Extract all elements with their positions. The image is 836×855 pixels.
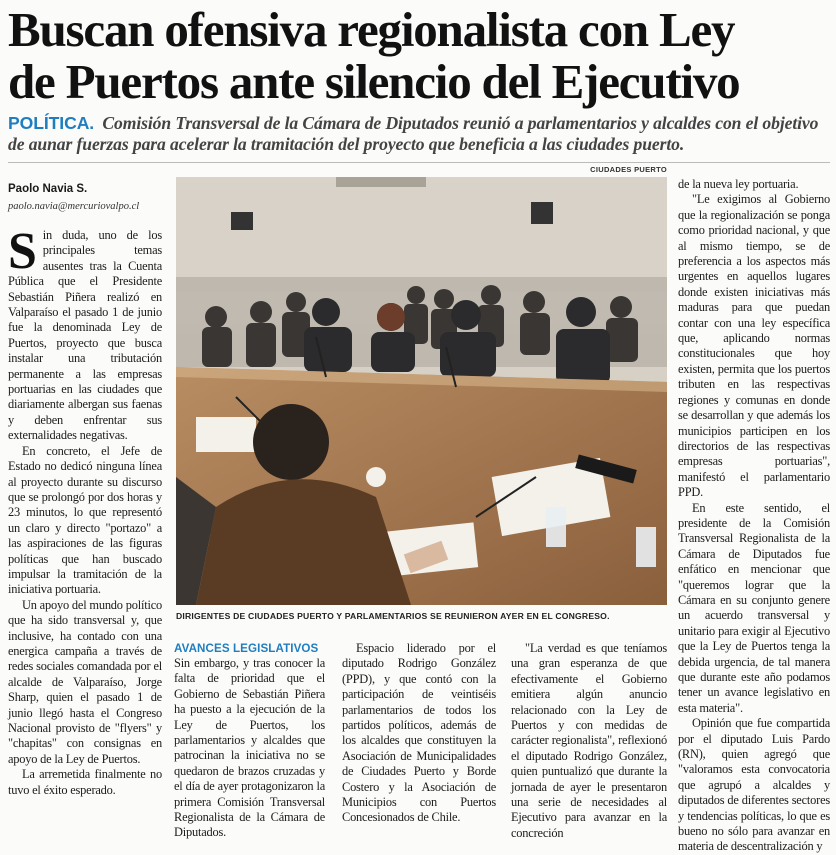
drop-cap: S: [8, 223, 37, 280]
column-5: [678, 177, 830, 855]
column-1: [8, 223, 162, 798]
paragraph: Espacio liderado por el diputado Rodrigo González (PPD), y que contó con la participación de veintiséis parlamentarios de todos los partidos políticos, además de los alcaldes que constituyen la Asociación de Municipalidades de Ciudades Puerto y Borde Costero y la Asociación de Municipios con Puertos Concesionados de Chile.: [342, 641, 496, 825]
deck: [8, 113, 830, 155]
headline-line-1: Buscan ofensiva regionalista con Ley: [8, 2, 735, 57]
paragraph: in duda, uno de los principales temas ausentes tras la Cuenta Pública que el Presidente Sebastián Piñera realizó en Valparaíso el pasado 1 de junio fue la denominada Ley de Puertos, proyecto que busca instalar una tributación permanente a las empresas portuarias en las ciudades que diariamente albergan sus faenas y deben enfrentar sus externalidades negativas.: [8, 228, 162, 443]
column-2: [174, 641, 325, 841]
paragraph: de la nueva ley portuaria.: [678, 177, 799, 191]
headline-line-2: de Puertos ante silencio del Ejecutivo: [8, 54, 740, 109]
paragraph: La arremetida finalmente no tuvo el éxito esperado.: [8, 767, 162, 797]
photo-credit: CIUDADES PUERTO: [590, 165, 667, 174]
headline: [8, 4, 830, 108]
paragraph: En este sentido, el presidente de la Comisión Transversal Regionalista de la Cámara de Diputados fue enfático en mencionar que "queremos lograr que la Cámara en su conjunto genere un acuerdo transversal y unitario para exigir al Ejecutivo que la Ley de Puertos tenga la debida urgencia, de tal manera que durante este año podamos tener un avance legislativo en esta materia".: [678, 500, 830, 715]
author-email: paolo.navia@mercuriovalpo.cl: [8, 201, 140, 212]
paragraph: En concreto, el Jefe de Estado no dedicó ninguna línea al proyecto durante su discurso que se prolongó por dos horas y 23 minutos, lo que representó un claro y directo "portazo" a las aspiraciones de las figuras políticas que han buscado impulsar la tramitación de la iniciativa portuaria.: [8, 443, 162, 597]
paragraph: "La verdad es que teníamos una gran esperanza de que efectivamente el Gobierno emitiera algún anuncio relacionado con la Ley de Puertos y con medidas de carácter regionalista", reflexionó el diputado Rodrigo González, quien puntualizó que durante la jornada de ayer le presentaron una serie de necesidades al Ejecutivo para avanzar en la concreción: [511, 641, 667, 840]
article-photo: [176, 177, 667, 605]
column-3: [342, 641, 496, 826]
meeting-photo-illustration: [176, 177, 667, 605]
section-subhead: AVANCES LEGISLATIVOS: [174, 642, 319, 655]
photo-caption: DIRIGENTES DE CIUDADES PUERTO Y PARLAMENTARIOS SE REUNIERON AYER EN EL CONGRESO.: [176, 611, 610, 621]
paragraph: "Le exigimos al Gobierno que la regionalización se ponga como prioridad nacional, y que al mismo tiempo, se de preferencia a los aspectos más urgentes en aquellos lugares donde existen iniciativas más maduras para que puedan contar con una ley específica que, aplicando normas constitucionales que hoy existen, permita que los puertos tributen en las respectivas regiones y comunas en donde se desarrollan y que además los municipios participen en los directorios de las respectivas empresas portuarias", manifestó el parlamentario PPD.: [678, 192, 830, 500]
byline: [8, 182, 168, 214]
author-name: Paolo Navia S.: [8, 183, 88, 195]
paragraph: Sin embargo, y tras conocer la falta de prioridad que el Gobierno de Sebastián Piñera ha puesto a la ejecución de la Ley de Puertos, los parlamentarios y alcaldes que patrocinan la iniciativa no se quedaron de brazos cruzadas y el día de ayer protagonizaron la primera Comisión Transversal Regionalista de la Cámara de Diputados.: [174, 656, 325, 840]
column-4: [511, 641, 667, 841]
paragraph: Opinión que fue compartida por el diputado Luis Pardo (RN), quien agregó que "valoramos esta convocatoria que agrupó a alcaldes y diputados de diferentes sectores y tendencias políticas, lo que es bueno no sólo para avanzar en materia de descentralización y: [678, 716, 830, 854]
deck-text: Comisión Transversal de la Cámara de Diputados reunió a parlamentarios y alcaldes con el objetivo de aunar fuerzas para acelerar la tramitación del proyecto que beneficia a las ciudades puerto.: [8, 113, 819, 154]
paragraph: Un apoyo del mundo político que ha sido transversal y, que inclusive, ha contado con una energica campaña a través de redes sociales comandada por el alcalde de Valparaíso, Jorge Sharp, quien el pasado 1 de junio llegó hasta el Congreso Nacional provisto de "flyers" y "chapitas" con consignas en apoyo de la Ley de Puertos.: [8, 597, 162, 766]
divider: [8, 162, 830, 163]
section-label: POLÍTICA.: [8, 113, 95, 133]
